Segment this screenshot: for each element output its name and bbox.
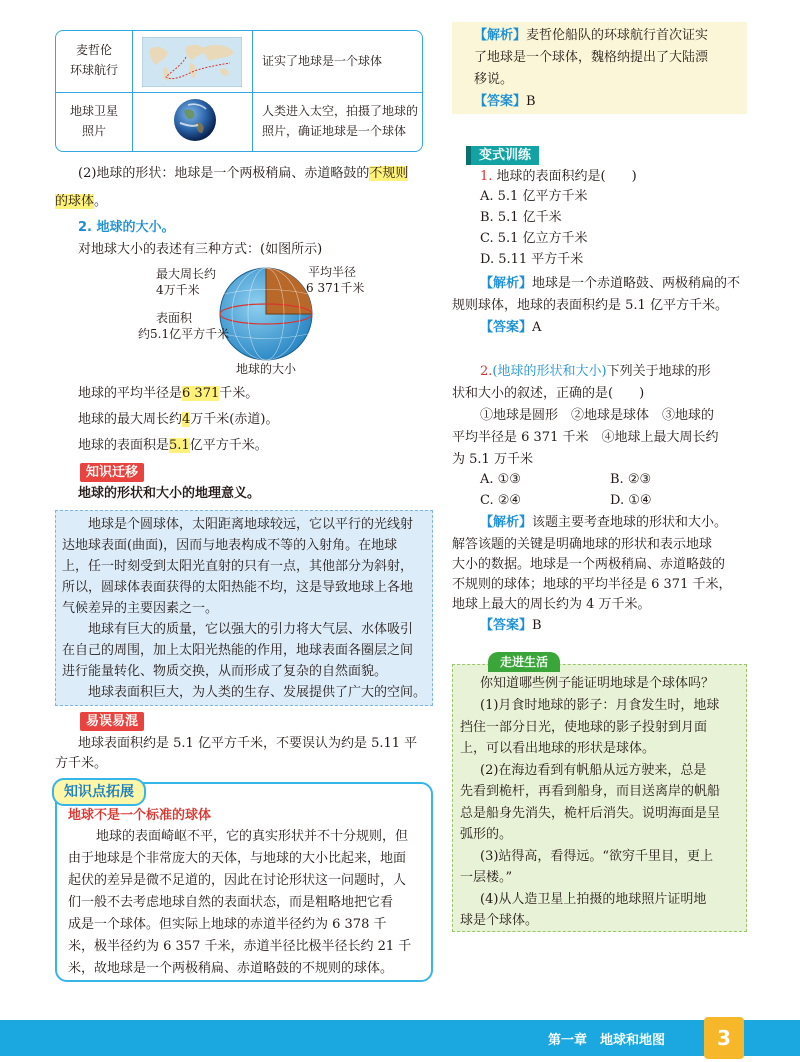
size-intro: 对地球大小的表述有三种方式：(如图所示) — [78, 242, 323, 257]
table-col-divider — [132, 31, 133, 151]
knowledge-extension-title: 知识点拓展 — [52, 778, 146, 806]
q2-statements: ①地球是圆形 ②地球是球体 ③地球的 — [480, 408, 715, 423]
life-text-line: (4)从人造卫星上拍摄的地球照片证明地 — [480, 891, 707, 907]
fact-area: 地球的表面积是5.1亿平方千米。 — [78, 438, 268, 453]
box-text-line: 地球有巨大的质量，它以强大的引力将大气层、水体吸引 — [88, 622, 414, 637]
q2-option: B. ②③ — [610, 472, 652, 487]
error-prone-tag: 易误易混 — [80, 712, 144, 731]
fact-circumference: 地球的最大周长约4万千米(赤道)。 — [78, 412, 279, 427]
error-note-line2: 方千米。 — [55, 756, 108, 771]
footer-chapter: 第一章 地球和地图 — [548, 1033, 666, 1048]
table-row-text: 证实了地球是一个球体 — [262, 54, 383, 68]
earth-photo-image — [172, 97, 218, 143]
box-text-line: 地球表面积巨大，为人类的生存、发展提供了广大的空间。 — [88, 685, 427, 700]
transfer-explanation-box — [55, 510, 433, 706]
q2-analysis-line: 【解析】该题主要考查地球的形状和大小。 — [480, 515, 728, 530]
q2-analysis-line: 不规则的球体；地球的平均半径是 6 371 千米， — [452, 577, 732, 592]
fact-radius: 地球的平均半径是6 371千米。 — [78, 386, 259, 401]
life-text-line: 上，可以看出地球的形状是球体。 — [460, 741, 656, 756]
extension-text-line: 成是一个球体。但实际上地球的赤道半径约为 6 378 千 — [68, 917, 387, 932]
q2-analysis-line: 地球上最大的周长约为 4 万千米。 — [452, 597, 651, 612]
footer-bar — [0, 1020, 800, 1056]
q1-analysis-line: 规则球体，地球的表面积约是 5.1 亿平方千米。 — [452, 298, 728, 313]
table-row-divider — [56, 92, 422, 93]
figure-label-area: 表面积 约5.1亿平方千米 — [138, 311, 230, 341]
life-text-line: (2)在海边看到有帆船从远方驶来，总是 — [480, 762, 707, 778]
extension-text-line: 地球的表面崎岖不平，它的真实形状并不十分规则，但 — [96, 829, 409, 844]
q1-option: B. 5.1 亿千米 — [480, 210, 562, 225]
table-col-divider — [252, 31, 253, 151]
question-2: 2.(地球的形状和大小)下列关于地球的形 — [480, 364, 711, 379]
world-map-route-image — [142, 37, 242, 87]
box-text-line: 所以，圆球体表面获得的太阳热能不均，这是导致地球上各地 — [62, 580, 414, 595]
size-heading: 2. 地球的大小。 — [78, 220, 175, 235]
life-text-line: (1)月食时地球的影子：月食发生时，地球 — [480, 698, 720, 713]
table-row-name: 麦哲伦 环球航行 — [69, 43, 118, 77]
figure-caption: 地球的大小 — [236, 362, 297, 376]
error-note-line1: 地球表面积约是 5.1 亿平方千米，不要误认为约是 5.11 平 — [78, 736, 418, 751]
box-text-line: 上，任一时刻受到太阳光直射的只有一点，其他部分为斜射， — [62, 559, 414, 574]
box-text-line: 地球是个圆球体，太阳距离地球较远，它以平行的光线射 — [88, 517, 414, 532]
table-row-text: 人类进入太空，拍摄了地球的 照片，确证地球是一个球体 — [262, 104, 419, 138]
q2-option: D. ①④ — [610, 493, 652, 508]
box-text-line: 进行能量转化、物质交换，从而形成了复杂的自然面貌。 — [62, 664, 388, 679]
extension-text-line: 米，故地球是一个两极稍扁、赤道略鼓的不规则的球体。 — [68, 961, 394, 976]
q2-analysis-line: 解答该题的关键是明确地球的形状和表示地球 — [452, 537, 713, 552]
life-text-line: (3)站得高，看得远。“欲穷千里目，更上 — [480, 848, 714, 864]
q1-option: C. 5.1 亿立方千米 — [480, 231, 588, 246]
page-number: 3 — [704, 1017, 744, 1059]
table-row-name: 地球卫星 照片 — [69, 104, 118, 138]
figure-label-circumference: 最大周长约 4万千米 — [156, 267, 217, 297]
q1-analysis-line: 【解析】地球是一个赤道略鼓、两极稍扁的不 — [480, 276, 741, 291]
box-text-line: 在自己的周围，加上太阳光热能的作用，地球表面各圈层之间 — [62, 643, 414, 658]
extension-text-line: 米，极半径约为 6 357 千米，赤道半径比极半径长约 21 千 — [68, 939, 412, 954]
q2-answer: 【答案】B — [480, 618, 542, 633]
box-text-line: 气候差异的主要因素之一。 — [62, 601, 219, 616]
life-text-line: 挡住一部分日光，使地球的影子投射到月面 — [460, 719, 708, 735]
knowledge-transfer-tag: 知识迁移 — [80, 463, 144, 482]
extension-text-line: 由于地球是个非常庞大的天体，与地球的大小比起来，地面 — [68, 851, 407, 866]
life-text-line: 先看到桅杆，再看到船身，而目送离岸的帆船 — [460, 784, 721, 799]
figure-label-radius: 平均半径 6 371千米 — [306, 265, 365, 295]
extension-text-line: 们一般不去考虑地球自然的表面状态，而是粗略地把它看 — [68, 895, 394, 910]
extension-text-line: 起伏的差异是微不足道的，因此在讨论形状这一问题时，人 — [68, 873, 407, 888]
box-text-line: 达地球表面(曲面)，因而与地表构成不等的入射角。在地球 — [62, 538, 398, 553]
q1-option: D. 5.11 平方千米 — [480, 252, 584, 267]
shape-statement: (2)地球的形状：地球是一个两极稍扁、赤道略鼓的不规则 — [78, 166, 409, 181]
top-analysis-line: 移说。 — [474, 72, 514, 87]
life-text-line: 球是个球体。 — [460, 913, 539, 928]
shape-statement-cont: 的球体。 — [55, 194, 108, 209]
top-analysis-line: 【解析】麦哲伦船队的环球航行首次证实 — [474, 28, 709, 43]
into-life-tag: 走进生活 — [488, 652, 560, 672]
question-1: 1. 地球的表面积约是( ) — [480, 169, 637, 184]
extension-heading: 地球不是一个标准的球体 — [68, 808, 212, 823]
top-answer: 【答案】B — [474, 94, 536, 109]
q2-option: A. ①③ — [480, 472, 521, 487]
life-question: 你知道哪些例子能证明地球是个球体吗？ — [480, 676, 715, 691]
q2-statements: 平均半径是 6 371 千米 ④地球上最大周长约 — [452, 430, 719, 445]
q1-option: A. 5.1 亿平方千米 — [480, 189, 588, 204]
life-text-line: 一层楼。” — [460, 870, 513, 885]
variant-training-tag: 变式训练 — [466, 146, 539, 165]
q2-option: C. ②④ — [480, 493, 522, 508]
q2-analysis-line: 大小的数据。地球是一个两极稍扁、赤道略鼓的 — [452, 557, 726, 572]
q2-statements: 为 5.1 万千米 — [452, 452, 533, 467]
transfer-heading: 地球的形状和大小的地理意义。 — [78, 486, 261, 501]
life-text-line: 弧形的。 — [460, 827, 513, 842]
question-2-cont: 状和大小的叙述，正确的是( ) — [452, 386, 645, 401]
life-text-line: 总是船身先消失，桅杆后消失。说明海面是呈 — [460, 805, 721, 821]
comparison-table — [55, 30, 423, 152]
top-analysis-line: 了地球是一个球体，魏格纳提出了大陆漂 — [474, 50, 709, 65]
q1-answer: 【答案】A — [480, 320, 542, 335]
